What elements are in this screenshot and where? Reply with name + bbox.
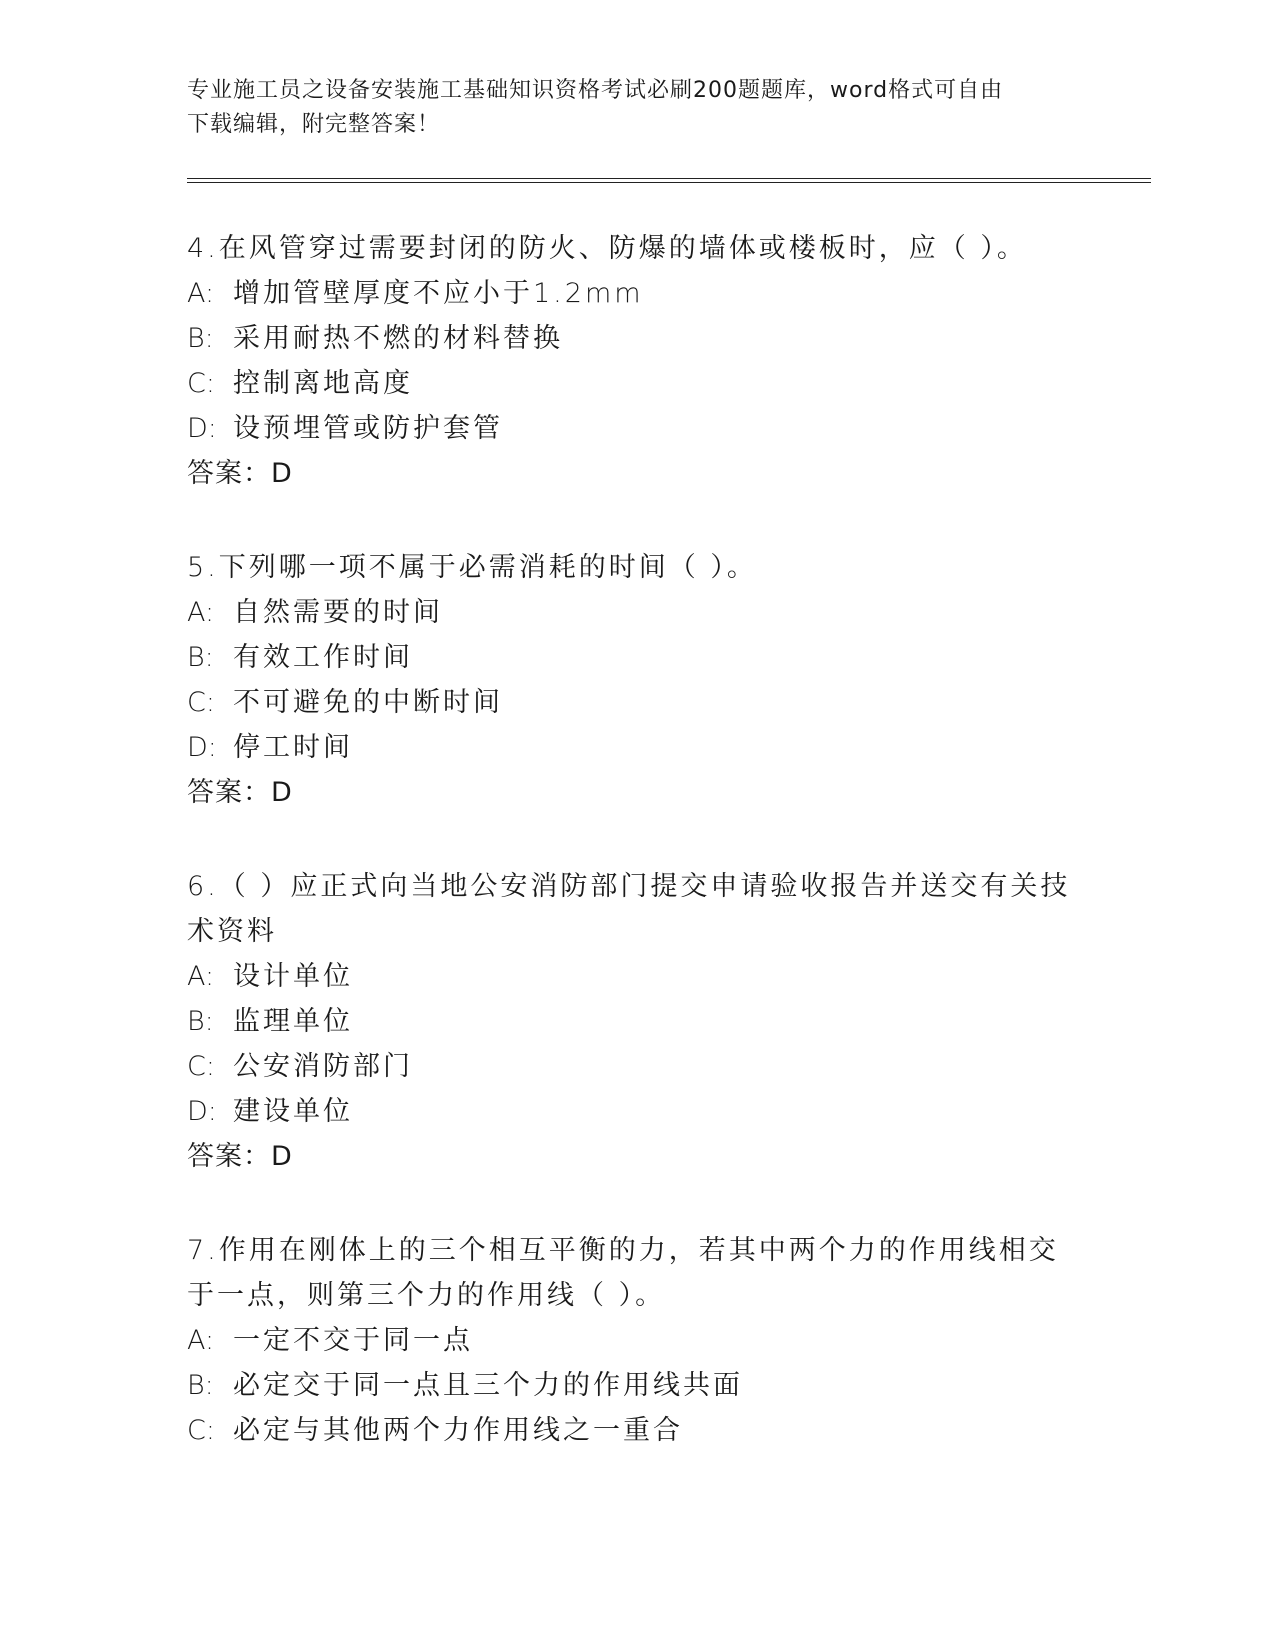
option-key: B: (187, 323, 214, 354)
option-b (187, 1363, 1087, 1408)
option-key: A: (187, 278, 215, 309)
option-c (187, 1408, 1087, 1453)
option-key: D: (187, 1096, 217, 1127)
header-title-line-1: 专业施工员之设备安装施工基础知识资格考试必刷200题题库，word格式可自由 (187, 78, 1004, 103)
option-text: 建设单位 (233, 1096, 353, 1127)
option-key: B: (187, 1370, 214, 1401)
option-text: 增加管壁厚度不应小于1.2mm (233, 278, 644, 309)
option-a (187, 590, 1087, 635)
option-key: A: (187, 961, 215, 992)
option-b (187, 316, 1087, 361)
option-key: C: (187, 687, 215, 718)
question-stem: 5.下列哪一项不属于必需消耗的时间（ ）。 (187, 552, 757, 583)
option-text: 必定交于同一点且三个力的作用线共面 (233, 1370, 743, 1401)
question-stem: 7.作用在刚体上的三个相互平衡的力，若其中两个力的作用线相交于一点，则第三个力的作用线（ ）。 (187, 1235, 1059, 1311)
option-text: 有效工作时间 (233, 642, 413, 673)
question-stem: 6.（ ）应正式向当地公安消防部门提交申请验收报告并送交有关技术资料 (187, 871, 1071, 947)
option-key: C: (187, 368, 215, 399)
option-c (187, 1044, 1087, 1089)
question-stem: 4.在风管穿过需要封闭的防火、防爆的墙体或楼板时，应（ ）。 (187, 233, 1027, 264)
header-double-rule (187, 178, 1151, 183)
option-key: D: (187, 732, 217, 763)
option-c (187, 680, 1087, 725)
option-text: 采用耐热不燃的材料替换 (233, 323, 563, 354)
option-text: 设计单位 (233, 961, 353, 992)
question-4 (187, 226, 1087, 496)
option-a (187, 271, 1087, 316)
option-d (187, 725, 1087, 770)
option-key: A: (187, 1325, 215, 1356)
option-c (187, 361, 1087, 406)
option-text: 监理单位 (233, 1006, 353, 1037)
document-header (187, 74, 1067, 142)
option-key: A: (187, 597, 215, 628)
option-text: 必定与其他两个力作用线之一重合 (233, 1415, 683, 1446)
option-key: B: (187, 1006, 214, 1037)
option-text: 自然需要的时间 (233, 597, 443, 628)
answer-line: 答案：D (187, 1141, 293, 1172)
option-key: C: (187, 1051, 215, 1082)
option-text: 公安消防部门 (233, 1051, 413, 1082)
question-7 (187, 1228, 1087, 1453)
option-b (187, 999, 1087, 1044)
option-d (187, 406, 1087, 451)
option-a (187, 1318, 1087, 1363)
question-5 (187, 545, 1087, 815)
option-b (187, 635, 1087, 680)
option-key: B: (187, 642, 214, 673)
option-text: 设预埋管或防护套管 (233, 413, 503, 444)
option-text: 一定不交于同一点 (233, 1325, 473, 1356)
option-key: C: (187, 1415, 215, 1446)
option-text: 不可避免的中断时间 (233, 687, 503, 718)
option-key: D: (187, 413, 217, 444)
answer-line: 答案：D (187, 777, 293, 808)
option-d (187, 1089, 1087, 1134)
option-a (187, 954, 1087, 999)
question-6 (187, 864, 1087, 1179)
answer-line: 答案：D (187, 458, 293, 489)
header-title-line-2: 下载编辑，附完整答案！ (187, 112, 441, 137)
option-text: 控制离地高度 (233, 368, 413, 399)
option-text: 停工时间 (233, 732, 353, 763)
